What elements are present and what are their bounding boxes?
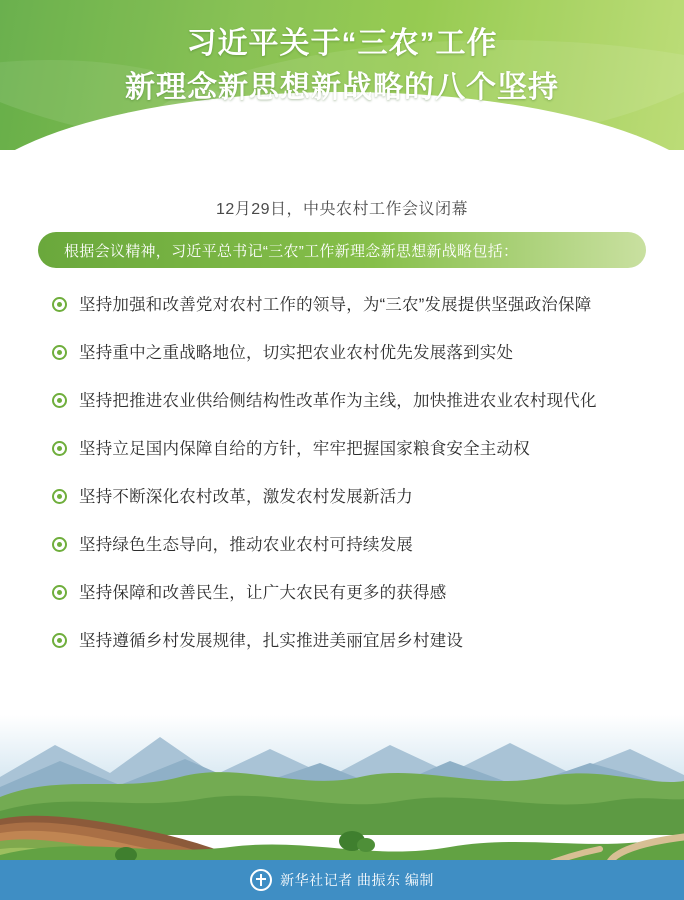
subtitle-text: 12月29日，中央农村工作会议闭幕 [215, 201, 469, 218]
bullet-circle-icon [52, 537, 67, 552]
list-item [52, 388, 642, 415]
list-item-label: 坚持立足国内保障自给的方针，牢牢把握国家粮食安全主动权 [79, 440, 530, 458]
summary-banner-text: 根据会议精神，习近平总书记“三农”工作新理念新思想新战略包括： [64, 242, 519, 260]
list-item [52, 436, 642, 463]
list-item-label: 坚持绿色生态导向，推动农业农村可持续发展 [79, 536, 413, 554]
list-item [52, 292, 642, 319]
principles-list [52, 292, 642, 676]
list-item [52, 484, 642, 511]
bullet-circle-icon [52, 441, 67, 456]
bullet-circle-icon [52, 393, 67, 408]
list-item-label: 坚持不断深化农村改革，激发农村发展新活力 [79, 488, 413, 506]
title-line-2: 新理念新思想新战略的八个坚持 [125, 71, 559, 104]
footer-bar [0, 860, 684, 900]
title-line-1: 习近平关于“三农”工作 [186, 27, 498, 60]
summary-banner [38, 232, 646, 268]
list-item [52, 580, 642, 607]
list-item-label: 坚持保障和改善民生，让广大农民有更多的获得感 [79, 584, 447, 602]
bullet-circle-icon [52, 633, 67, 648]
list-item [52, 628, 642, 655]
bullet-circle-icon [52, 345, 67, 360]
page-title [0, 22, 684, 110]
bullet-circle-icon [52, 489, 67, 504]
list-item-label: 坚持把推进农业供给侧结构性改革作为主线，加快推进农业农村现代化 [79, 392, 597, 410]
list-item-label: 坚持加强和改善党对农村工作的领导，为“三农”发展提供坚强政治保障 [79, 296, 592, 314]
list-item-label: 坚持遵循乡村发展规律，扎实推进美丽宜居乡村建设 [79, 632, 464, 650]
footer-credit: 新华社记者 曲振东 编制 [280, 872, 434, 888]
list-item-label: 坚持重中之重战略地位，切实把农业农村优先发展落到实处 [79, 344, 514, 362]
xinhua-logo-icon [250, 869, 272, 891]
list-item [52, 532, 642, 559]
bullet-circle-icon [52, 297, 67, 312]
bullet-circle-icon [52, 585, 67, 600]
list-item [52, 340, 642, 367]
